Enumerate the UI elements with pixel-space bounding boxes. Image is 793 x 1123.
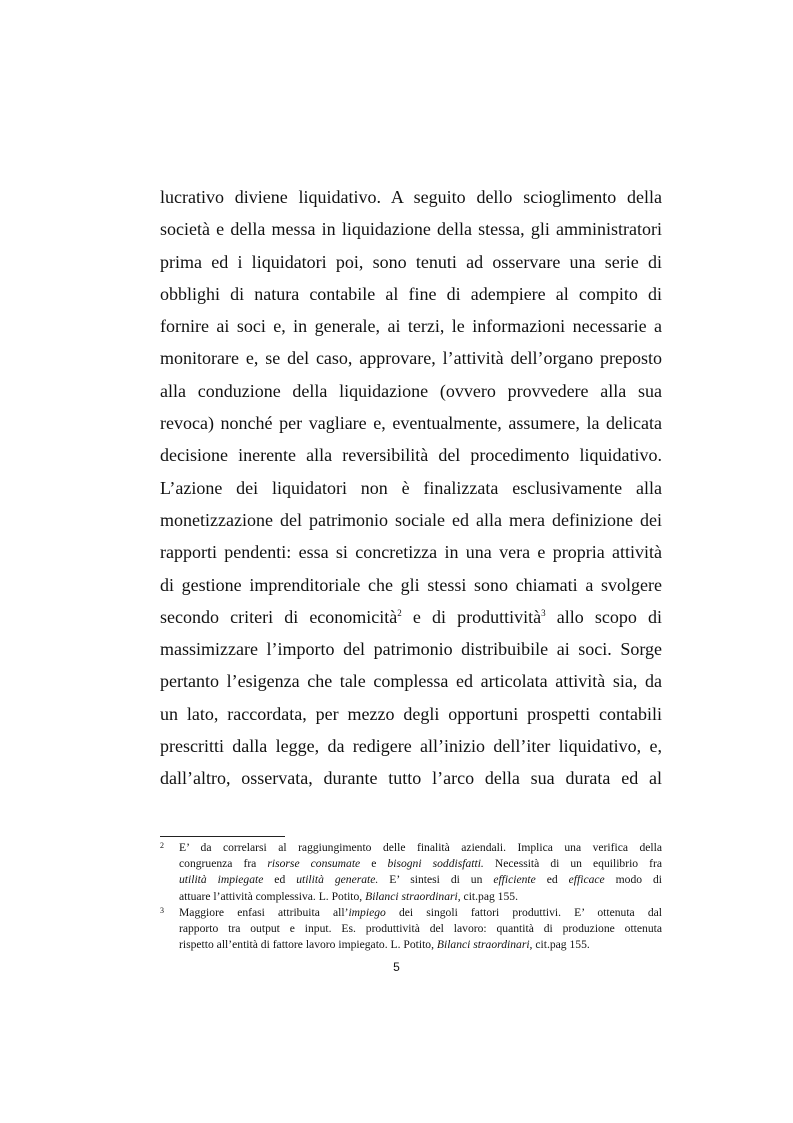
text-line: fornire ai soci e, in generale, ai terzi, le informazioni necessarie a xyxy=(160,316,662,337)
text-line: rapporti pendenti: essa si concretizza in una vera e propria attività xyxy=(160,542,662,563)
text-line: revoca) nonché per vagliare e, eventualmente, assumere, la delicata xyxy=(160,413,662,434)
text-line: L’azione dei liquidatori non è finalizzata esclusivamente alla xyxy=(160,477,662,498)
text-line: massimizzare l’importo del patrimonio distribuibile ai soci. Sorge xyxy=(160,639,662,660)
footnote-line: utilità impiegate ed utilità generate. E’ sintesi di un efficiente ed efficace modo di xyxy=(179,873,662,887)
text-line: di gestione imprenditoriale che gli stessi sono chiamati a svolgere xyxy=(160,574,662,595)
footnote-ref-2[interactable]: 2 xyxy=(397,607,402,618)
text-line: prima ed i liquidatori poi, sono tenuti ad osservare una serie di xyxy=(160,251,662,272)
text-line: lucrativo diviene liquidativo. A seguito dello scioglimento della xyxy=(160,187,662,207)
footnote-3 xyxy=(160,905,662,954)
text-line: società e della messa in liquidazione della stessa, gli amministratori xyxy=(160,219,662,240)
footnote-line: attuare l’attività complessiva. L. Potito, Bilanci straordinari, cit.pag 155. xyxy=(179,889,518,903)
footnote-ref-3[interactable]: 3 xyxy=(541,607,546,618)
text-line-with-footnote-refs: secondo criteri di economicità$^2$ e di produttività$^3$ allo scopo di xyxy=(160,606,662,627)
footnote-line: rapporto tra output e input. Es. produttività del lavoro: quantità di produzione ottenuta xyxy=(179,921,662,935)
footnote-line: rispetto all’entità di fattore lavoro impiegato. L. Potito, Bilanci straordinari, cit.pag 155. xyxy=(179,938,590,952)
text-line: obblighi di natura contabile al fine di adempiere al compito di xyxy=(160,283,662,304)
text-line: un lato, raccordata, per mezzo degli opportuni prospetti contabili xyxy=(160,703,662,724)
footnote-separator xyxy=(160,836,285,837)
footnote-line: E’ da correlarsi al raggiungimento delle finalità aziendali. Implica una verifica della xyxy=(179,841,662,854)
text-line: alla conduzione della liquidazione (ovvero provvedere alla sua xyxy=(160,380,662,401)
footnote-mark: 2 xyxy=(160,841,164,850)
footnote-mark: 3 xyxy=(160,905,164,915)
body-text xyxy=(160,181,662,795)
text-line: prescritti dalla legge, da redigere all’inizio dell’iter liquidativo, e, xyxy=(160,736,662,757)
text-line: monitorare e, se del caso, approvare, l’attività dell’organo preposto xyxy=(160,348,662,369)
footnote-line: congruenza fra risorse consumate e bisogni soddisfatti. Necessità di un equilibrio fra xyxy=(179,857,662,871)
text-line: monetizzazione del patrimonio sociale ed alla mera definizione dei xyxy=(160,509,662,530)
text-line: pertanto l’esigenza che tale complessa ed articolata attività sia, da xyxy=(160,671,662,692)
page-number: 5 xyxy=(393,960,400,974)
text-line: dall’altro, osservata, durante tutto l’arco della sua durata ed al xyxy=(160,768,662,789)
text-line: decisione inerente alla reversibilità del procedimento liquidativo. xyxy=(160,445,662,466)
footnote-line: Maggiore enfasi attribuita all’impiego dei singoli fattori produttivi. E’ ottenuta dal xyxy=(179,905,662,919)
footnote-2 xyxy=(160,840,662,905)
footnotes xyxy=(160,840,662,953)
